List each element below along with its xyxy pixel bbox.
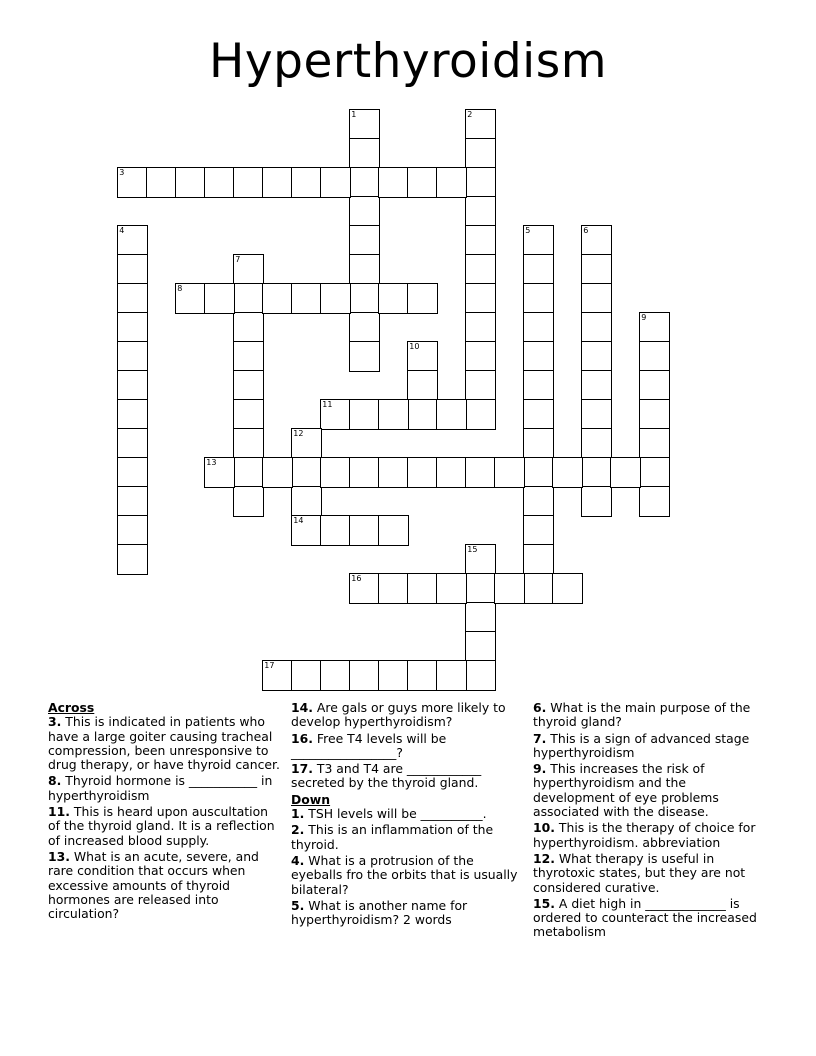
grid-cell[interactable] — [233, 341, 264, 372]
down-clue-9 — [533, 762, 765, 819]
grid-cell[interactable] — [523, 370, 554, 401]
grid-cell[interactable] — [291, 660, 322, 691]
grid-cell[interactable] — [465, 573, 496, 604]
grid-cell[interactable] — [349, 660, 380, 691]
grid-cell[interactable] — [349, 138, 380, 169]
grid-cell[interactable] — [291, 428, 322, 459]
grid-cell[interactable] — [117, 428, 148, 459]
grid-cell[interactable] — [291, 283, 322, 314]
grid-cell[interactable] — [407, 370, 438, 401]
grid-cell[interactable] — [465, 602, 496, 633]
grid-cell[interactable] — [523, 486, 554, 517]
grid-cell[interactable] — [581, 457, 612, 488]
grid-cell[interactable] — [407, 167, 438, 198]
clue-text: What is another name for hyperthyroidism? 2 words — [291, 897, 468, 928]
down-clue-7 — [533, 732, 765, 761]
grid-cell[interactable] — [291, 167, 322, 198]
clue-number: 14. — [291, 700, 313, 715]
grid-cell[interactable] — [175, 167, 206, 198]
grid-cell[interactable] — [581, 341, 612, 372]
clue-text: This is heard upon auscultation of the thyroid gland. It is a reflection of increased blood supply. — [48, 804, 275, 848]
grid-cell[interactable] — [117, 312, 148, 343]
grid-cell[interactable] — [349, 196, 380, 227]
clue-number: 10. — [533, 820, 555, 836]
down-clue-1 — [291, 807, 521, 821]
clue-text: This is the therapy of choice for hyperthyroidism. abbreviation — [533, 820, 756, 850]
grid-cell[interactable] — [581, 225, 612, 256]
grid-cell[interactable] — [581, 254, 612, 285]
grid-cell[interactable] — [378, 573, 409, 604]
grid-cell[interactable] — [378, 399, 409, 430]
grid-cell[interactable] — [349, 283, 380, 314]
grid-cell[interactable] — [465, 544, 496, 575]
grid-cell[interactable] — [465, 225, 496, 256]
cell-number: 2 — [467, 110, 473, 120]
grid-cell[interactable] — [581, 312, 612, 343]
cell-number: 15 — [467, 545, 478, 555]
grid-cell[interactable] — [349, 167, 380, 198]
grid-cell[interactable] — [581, 486, 612, 517]
grid-cell[interactable] — [407, 457, 438, 488]
cell-number: 5 — [525, 226, 531, 236]
grid-cell[interactable] — [465, 196, 496, 227]
across-clue-3 — [48, 715, 282, 772]
cell-number: 3 — [119, 168, 125, 178]
across-heading: Across — [48, 700, 95, 715]
clue-number: 17. — [291, 761, 313, 777]
cell-number: 14 — [293, 516, 304, 526]
grid-cell[interactable] — [581, 399, 612, 430]
grid-cell[interactable] — [436, 660, 467, 691]
grid-cell[interactable] — [523, 254, 554, 285]
grid-cell[interactable] — [349, 573, 380, 604]
grid-cell[interactable] — [436, 457, 467, 488]
grid-cell[interactable] — [233, 370, 264, 401]
across-clue-11 — [48, 805, 282, 848]
grid-cell[interactable] — [349, 109, 380, 140]
grid-cell[interactable] — [233, 283, 264, 314]
grid-cell[interactable] — [378, 515, 409, 546]
grid-cell[interactable] — [349, 515, 380, 546]
grid-cell[interactable] — [465, 399, 496, 430]
clue-column-1 — [48, 701, 282, 923]
grid-cell[interactable] — [233, 399, 264, 430]
clue-text: Free T4 levels will be _________________? — [291, 730, 447, 760]
grid-cell[interactable] — [465, 283, 496, 314]
grid-cell[interactable] — [523, 544, 554, 575]
grid-cell[interactable] — [610, 457, 641, 488]
cell-number: 6 — [583, 226, 589, 236]
grid-cell[interactable] — [349, 312, 380, 343]
clue-number: 3. — [48, 714, 62, 730]
clue-number: 13. — [48, 848, 70, 864]
across-clue-16 — [291, 732, 521, 761]
clue-text: Thyroid hormone is ___________ in hyperthyroidism — [48, 773, 273, 803]
grid-cell[interactable] — [349, 225, 380, 256]
grid-cell[interactable] — [204, 167, 235, 198]
grid-cell[interactable] — [639, 370, 670, 401]
grid-cell[interactable] — [465, 138, 496, 169]
grid-cell[interactable] — [117, 167, 148, 198]
grid-cell[interactable] — [523, 428, 554, 459]
down-clue-2 — [291, 823, 521, 852]
clue-number: 7. — [533, 730, 547, 746]
grid-cell[interactable] — [494, 573, 525, 604]
cell-number: 7 — [235, 255, 241, 265]
grid-cell[interactable] — [639, 457, 670, 488]
grid-cell[interactable] — [117, 515, 148, 546]
down-clue-15 — [533, 897, 765, 940]
page-title: Hyperthyroidism — [208, 34, 608, 89]
grid-cell[interactable] — [465, 254, 496, 285]
grid-cell[interactable] — [465, 167, 496, 198]
grid-cell[interactable] — [320, 399, 351, 430]
grid-cell[interactable] — [523, 225, 554, 256]
grid-cell[interactable] — [523, 573, 554, 604]
grid-cell[interactable] — [378, 457, 409, 488]
cell-number: 9 — [641, 313, 647, 323]
down-clue-6 — [533, 701, 765, 730]
clue-text: TSH levels will be __________. — [308, 806, 487, 822]
grid-cell[interactable] — [233, 457, 264, 488]
cell-number: 11 — [322, 400, 333, 410]
down-clue-12 — [533, 852, 765, 895]
clue-text: This is a sign of advanced stage hyperthyroidism — [533, 730, 750, 760]
grid-cell[interactable] — [523, 341, 554, 372]
grid-cell[interactable] — [407, 399, 438, 430]
grid-cell[interactable] — [378, 167, 409, 198]
grid-cell[interactable] — [291, 457, 322, 488]
grid-cell[interactable] — [233, 167, 264, 198]
grid-cell[interactable] — [639, 486, 670, 517]
grid-cell[interactable] — [523, 283, 554, 314]
grid-cell[interactable] — [320, 660, 351, 691]
down-clue-5 — [291, 899, 521, 928]
grid-cell[interactable] — [320, 167, 351, 198]
grid-cell[interactable] — [639, 341, 670, 372]
grid-cell[interactable] — [523, 399, 554, 430]
cell-number: 13 — [206, 458, 217, 468]
grid-cell[interactable] — [523, 457, 554, 488]
grid-cell[interactable] — [233, 428, 264, 459]
clue-text: A diet high in _____________ is ordered to counteract the increased metabolism — [533, 895, 757, 940]
grid-cell[interactable] — [117, 341, 148, 372]
grid-cell[interactable] — [552, 573, 583, 604]
clue-text: Are gals or guys more likely to develop hyperthyroidism? — [291, 700, 506, 730]
across-clue-13 — [48, 850, 282, 921]
grid-cell[interactable] — [175, 283, 206, 314]
grid-cell[interactable] — [407, 283, 438, 314]
grid-cell[interactable] — [233, 486, 264, 517]
clue-number: 1. — [291, 806, 305, 822]
grid-cell[interactable] — [465, 370, 496, 401]
clue-number: 12. — [533, 850, 555, 866]
grid-cell[interactable] — [378, 660, 409, 691]
grid-cell[interactable] — [320, 283, 351, 314]
grid-cell[interactable] — [639, 312, 670, 343]
down-clue-10 — [533, 821, 765, 850]
grid-cell[interactable] — [523, 515, 554, 546]
clue-number: 8. — [48, 773, 62, 789]
grid-cell[interactable] — [262, 283, 293, 314]
cell-number: 17 — [264, 661, 275, 671]
grid-cell[interactable] — [291, 515, 322, 546]
grid-cell[interactable] — [465, 341, 496, 372]
clue-column-3 — [533, 701, 765, 942]
grid-cell[interactable] — [117, 457, 148, 488]
clue-number: 2. — [291, 822, 305, 838]
grid-cell[interactable] — [262, 457, 293, 488]
grid-cell[interactable] — [117, 283, 148, 314]
across-clue-8 — [48, 774, 282, 803]
grid-cell[interactable] — [378, 283, 409, 314]
clue-text: What is the main purpose of the thyroid gland? — [533, 700, 751, 730]
clue-text: What is an acute, severe, and rare condition that occurs when excessive amounts of thyroid hormones are released into circulation? — [48, 848, 259, 922]
grid-cell[interactable] — [436, 573, 467, 604]
clue-column-2 — [291, 701, 521, 929]
grid-cell[interactable] — [523, 312, 554, 343]
grid-cell[interactable] — [233, 254, 264, 285]
grid-cell[interactable] — [552, 457, 583, 488]
cell-number: 12 — [293, 429, 304, 439]
grid-cell[interactable] — [117, 370, 148, 401]
clue-number: 6. — [533, 700, 547, 715]
cell-number: 1 — [351, 110, 357, 120]
cell-number: 4 — [119, 226, 125, 236]
grid-cell[interactable] — [639, 428, 670, 459]
grid-cell[interactable] — [349, 254, 380, 285]
grid-cell[interactable] — [581, 283, 612, 314]
grid-cell[interactable] — [291, 486, 322, 517]
grid-cell[interactable] — [262, 167, 293, 198]
grid-cell[interactable] — [204, 283, 235, 314]
grid-cell[interactable] — [639, 399, 670, 430]
clue-text: What is a protrusion of the eyeballs fro the orbits that is usually bilateral? — [291, 852, 518, 897]
grid-cell[interactable] — [436, 399, 467, 430]
clue-number: 9. — [533, 761, 547, 777]
grid-cell[interactable] — [320, 457, 351, 488]
grid-cell[interactable] — [465, 109, 496, 140]
grid-cell[interactable] — [494, 457, 525, 488]
grid-cell[interactable] — [349, 341, 380, 372]
down-heading: Down — [291, 791, 331, 807]
clue-text: T3 and T4 are ____________ secreted by the thyroid gland. — [291, 761, 482, 791]
across-clue-14 — [291, 701, 521, 730]
grid-cell[interactable] — [117, 544, 148, 575]
down-clue-4 — [291, 854, 521, 897]
clue-text: This increases the risk of hyperthyroidism and the development of eye problems associated with the disease. — [533, 761, 719, 820]
cell-number: 10 — [409, 342, 420, 352]
grid-cell[interactable] — [465, 631, 496, 662]
grid-cell[interactable] — [465, 660, 496, 691]
grid-cell[interactable] — [407, 341, 438, 372]
grid-cell[interactable] — [407, 573, 438, 604]
grid-cell[interactable] — [465, 457, 496, 488]
grid-cell[interactable] — [262, 660, 293, 691]
clue-number: 16. — [291, 730, 313, 746]
grid-cell[interactable] — [349, 457, 380, 488]
clue-text: What therapy is useful in thyrotoxic states, but they are not considered curative. — [533, 850, 746, 895]
grid-cell[interactable] — [117, 225, 148, 256]
grid-cell[interactable] — [349, 399, 380, 430]
cell-number: 8 — [177, 284, 183, 294]
grid-cell[interactable] — [117, 399, 148, 430]
clue-text: This is indicated in patients who have a large goiter causing tracheal compression, been unresponsive to drug therapy, or have thyroid cancer. — [48, 714, 280, 773]
grid-cell[interactable] — [117, 254, 148, 285]
grid-cell[interactable] — [233, 312, 264, 343]
grid-cell[interactable] — [146, 167, 177, 198]
grid-cell[interactable] — [581, 370, 612, 401]
clue-number: 4. — [291, 852, 305, 868]
grid-cell[interactable] — [320, 515, 351, 546]
grid-cell[interactable] — [407, 660, 438, 691]
clue-number: 5. — [291, 897, 305, 913]
clue-number: 15. — [533, 895, 555, 911]
across-clue-17 — [291, 762, 521, 791]
grid-cell[interactable] — [581, 428, 612, 459]
clue-number: 11. — [48, 804, 70, 820]
grid-cell[interactable] — [204, 457, 235, 488]
grid-cell[interactable] — [436, 167, 467, 198]
cell-number: 16 — [351, 574, 362, 584]
grid-cell[interactable] — [465, 312, 496, 343]
clue-text: This is an inflammation of the thyroid. — [291, 822, 494, 852]
grid-cell[interactable] — [117, 486, 148, 517]
